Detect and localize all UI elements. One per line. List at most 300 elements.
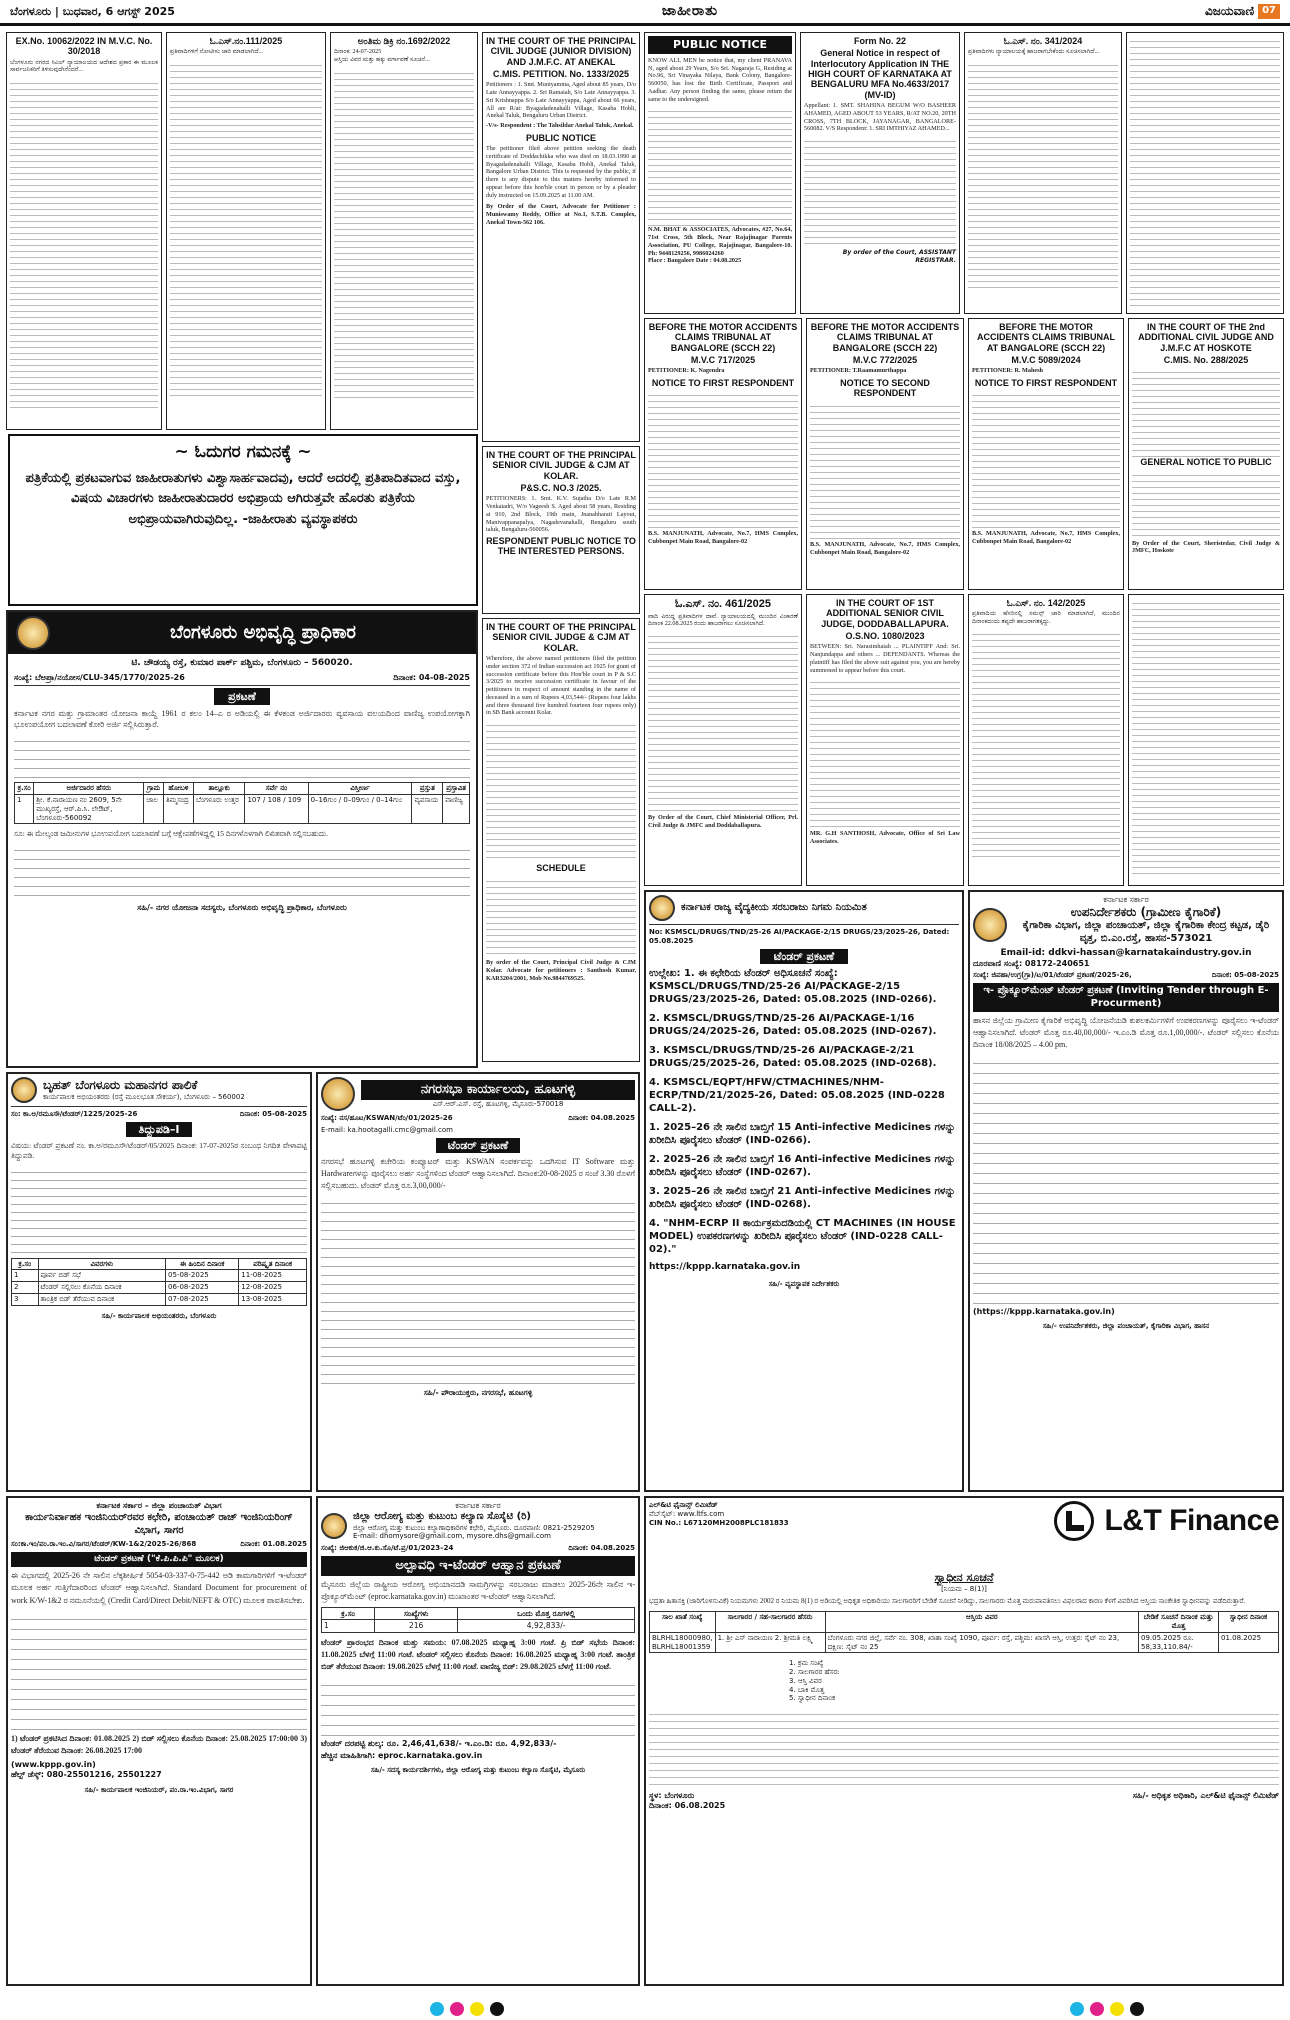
mysore-date: ದಿನಾಂಕ: 04.08.2025 (568, 1544, 635, 1552)
notice-filler (1132, 367, 1280, 457)
notice-filler (972, 629, 1120, 859)
court-notice-col7 (1126, 32, 1284, 314)
notice-filler (486, 876, 636, 956)
public-notice-heading: PUBLIC NOTICE (525, 132, 596, 143)
bbmp-sub: ಕಾರ್ಯಪಾಲಕ ಅಭಿಯಂತರರು (ರಸ್ತೆ ಮೂಲಭೂತ ಸೌಕರ್ಯ), ಬೆಂಗಳೂರು – 560002 (43, 1093, 245, 1102)
mysore-title: ಅಲ್ಪಾವಧಿ ಇ-ಟೆಂಡರ್ ಆಹ್ವಾನ ಪ್ರಕಟಣೆ (321, 1556, 635, 1576)
ksmscl-sign: ಸಹಿ/- ವ್ಯವಸ್ಥಾಪಕ ನಿರ್ದೇಶಕರು (768, 1279, 840, 1288)
lt-finance-notice (644, 1496, 1284, 1986)
dkc-dept: ಕೈಗಾರಿಕಾ ವಿಭಾಗ, ಜಿಲ್ಲಾ ಪಂಚಾಯತ್, ಜಿಲ್ಲಾ ಕೈಗಾರಿಕಾ ಕೇಂದ್ರ ಕಟ್ಟಡ, ಡೈರಿ ವೃತ್ತ, ಬಿ.ಎಂ.ರಸ್ತೆ, ಹಾಸನ-573021 (1022, 920, 1270, 944)
table-header: ಆಸ್ತಿಯ ವಿವರ (825, 1612, 1138, 1633)
page-header (0, 0, 1290, 26)
os-142-notice (968, 594, 1124, 886)
table-row (12, 1270, 307, 1282)
lt-logo (1054, 1501, 1279, 1541)
mysore-health-tender (316, 1496, 640, 1986)
notice-case: ಅಂತಿಮ ಡಿಕ್ರಿ ನಂ.1692/2022 (357, 36, 451, 46)
mac-notice-5089 (968, 318, 1124, 590)
hootagalli-sign: ಸಹಿ/- ಪೌರಾಯುಕ್ತರು, ನಗರಸಭೆ, ಹೂಟಗಳ್ಳಿ (423, 1388, 533, 1398)
registration-mark-black (1130, 2002, 1144, 2016)
notice-heading: NOTICE TO FIRST RESPONDENT (651, 378, 795, 389)
petitioners: PETITIONERS: 1. Smt. K.V. Sujatha D/o Late R.M Venkatadri, W/o Vageesh S. Aged about 58 years, Residing at 910, 2nd Block, 19th main, Jnanabharati Layout, Manivappanapalya, Nagadevanahalli, Bengaluru south taluk, Bengaluru-560056. (486, 495, 636, 534)
table-header: ಸಾಲಗಾರರ / ಸಹ-ಸಾಲಗಾರರ ಹೆಸರು (715, 1612, 825, 1633)
ksmscl-item: 1. 2025–26 ನೇ ಸಾಲಿನ ಬಾಬ್ತಿಗೆ 15 Anti-infective Medicines ಗಳನ್ನು ಖರೀದಿಸಿ ಪೂರೈಸಲು ಟೆಂಡರ್ (IND-0266). (649, 1122, 956, 1147)
table-cell: ತಾಂತ್ರಿಕ ಬಿಡ್ ತೆರೆಯುವ ದಿನಾಂಕ (38, 1293, 166, 1305)
table-header: ಈ ಹಿಂದಿನ ದಿನಾಂಕ (166, 1258, 239, 1270)
ksmscl-title: ಟೆಂಡರ್ ಪ್ರಕಟಣೆ (760, 949, 848, 964)
petitioner: PETITIONER: K. Nagendra (648, 367, 725, 375)
bda-title: ಪ್ರಕಟಣೆ (214, 688, 270, 705)
notice-sign: By Order of the Court, Sheristedar, Civil Judge & JMFC, Hoskote (1132, 539, 1280, 555)
hootagalli-tender (316, 1072, 640, 1492)
lt-header (649, 1501, 1279, 1541)
ksmscl-item: ಉಲ್ಲೇಖ: 1. ಈ ಕಛೇರಿಯ ಟೆಂಡರ್ ಅಧಿಸೂಚನೆ ಸಂಖ್ಯೆ: KSMSCL/DRUGS/TND/25-26 AI/PACKAGE-2/15 DRUGS/23/2025-26, Dated: 05.08.2025 (IND-0266). (649, 968, 937, 1006)
court-name: General Notice in respect of Interlocutory Application IN THE HIGH COURT OF KARNATAKA AT BENGALURU MFA No.4633/2017 (MV-ID) (808, 48, 952, 100)
hootagalli-name: ನಗರಸಭಾ ಕಾರ್ಯಾಲಯ, ಹೂಟಗಳ್ಳಿ (361, 1080, 635, 1100)
mysore-gov: ಕರ್ನಾಟಕ ಸರ್ಕಾರ (455, 1501, 501, 1510)
hootagalli-sub: ಎಸ್.ಆರ್.ಎಸ್. ರಸ್ತೆ, ಹೂಟಗಳ್ಳಿ, ಮೈಸೂರು-570018 (432, 1099, 564, 1108)
mac-notice-717 (644, 318, 802, 590)
table-cell: 09.05.2025 ರೂ. 58,33,110.84/- (1139, 1632, 1219, 1653)
table-header: ಬೇಡಿಕೆ ಸೂಚನೆ ದಿನಾಂಕ ಮತ್ತು ಮೊತ್ತ (1139, 1612, 1219, 1633)
notice-sign: By Order of the Court, Advocate for Petitioner : Muniswamy Reddy, Office at No.1, S.T.B. Complex, Anekal Town-562 106. (486, 203, 636, 226)
table-header: ಸರ್ವೆ ನಂ (245, 783, 308, 795)
lt-title: ಸ್ವಾಧೀನ ಸೂಚನೆ (934, 1571, 994, 1584)
hoskote-court-notice (1128, 318, 1284, 590)
table-cell: 07-08-2025 (166, 1293, 239, 1305)
lt-list-item: 5. ಸ್ವಾಧೀನ ದಿನಾಂಕ (789, 1694, 836, 1703)
notice-body: ಪ್ರತಿವಾದಿಗಳಿಗೆ ನೋಟೀಸು ಜಾರಿ ಮಾಡಲಾಗಿದೆ... (170, 48, 264, 56)
table-cell: ಟೆಂಡರ್ ಸಲ್ಲಿಸಲು ಕೊನೆಯ ದಿನಾಂಕ (38, 1282, 166, 1294)
court-notice-col6 (964, 32, 1122, 314)
notice-filler (1132, 598, 1280, 878)
bda-filler (14, 733, 470, 779)
bda-title-wrap (14, 690, 470, 704)
ksmscl-item: 2. 2025–26 ನೇ ಸಾಲಿನ ಬಾಬ್ತಿಗೆ 16 Anti-infective Medicines ಗಳನ್ನು ಖರೀದಿಸಿ ಪೂರೈಸಲು ಟೆಂಡರ್ (IND-0267). (649, 1154, 956, 1179)
dkc-ref-row (973, 971, 1279, 980)
sagar-office: ಕಾರ್ಯನಿರ್ವಾಹಕ ಇಂಜಿನಿಯರ್‌ರವರ ಕಛೇರಿ, ಪಂಚಾಯತ್ ರಾಜ್ ಇಂಜಿನಿಯರಿಂಗ್ ವಿಭಾಗ, ಸಾಗರ (25, 1512, 293, 1536)
case-number: M.V.C 5089/2024 (1011, 355, 1081, 366)
registration-mark-cyan (430, 2002, 444, 2016)
lt-list-item: 4. ಬಾಕಿ ಮೊತ್ತ (789, 1685, 825, 1694)
table-header: ತಾಲ್ಲೂಕು (193, 783, 245, 795)
table-header: ಗ್ರಾಮ (144, 783, 164, 795)
bbmp-body: ವಿಷಯ: ಟೆಂಡರ್ ಪ್ರಕಟಣೆ ನಂ. ಕಾ.ಅ/ರಮೂಸೌ/ಟೆಂಡರ್/05/2025 ದಿನಾಂಕ: 17-07-2025ರ ಸಂಬಂಧ ನಿಗದಿತ ವೇಳಾಪಟ್ಟಿ ತಿದ್ದುಪಡಿ. (11, 1140, 307, 1160)
ksmscl-tender (644, 890, 964, 1492)
court-notice-col1 (6, 32, 162, 430)
cmis-petition-notice (482, 32, 640, 442)
ksmscl-emblem-icon (649, 895, 675, 921)
reader-notice (8, 434, 478, 606)
case-number: M.V.C 717/2025 (690, 355, 756, 366)
sagar-ref-row (11, 1540, 307, 1549)
table-cell: ಜಾಲ (144, 795, 164, 824)
table-cell: ಪೂರ್ವ ಬಿಡ್ ಸಭೆ (38, 1270, 166, 1282)
govt-emblem-icon (973, 908, 1007, 942)
advocate-sign: B.S. MANJUNATH, Advocate, No.7, HMS Complex, Cubbonpet Main Road, Bangalore-02 (648, 530, 798, 546)
notice-heading: NOTICE TO SECOND RESPONDENT (840, 378, 930, 399)
court-name: IN THE COURT OF THE PRINCIPAL SENIOR CIVIL JUDGE & CJM AT KOLAR. (486, 450, 636, 481)
table-cell: 1 (12, 1270, 39, 1282)
notice-filler (1130, 36, 1280, 306)
registration-mark-magenta (450, 2002, 464, 2016)
dkc-filler (973, 1054, 1279, 1304)
bda-filler (14, 842, 470, 900)
reader-notice-heading: ~ ಓದುಗರ ಗಮನಕ್ಕೆ ~ (174, 442, 312, 462)
high-court-notice (800, 32, 960, 314)
lt-sign: ಸಹಿ/- ಅಧಿಕೃತ ಅಧಿಕಾರಿ, ಎಲ್&ಟಿ ಫೈನಾನ್ಸ್ ಲಿಮಿಟೆಡ್ (1132, 1791, 1279, 1800)
sagar-body: ಈ ವಿಭಾಗದಲ್ಲಿ 2025-26 ನೇ ಸಾಲಿನ ಲೆಕ್ಕಶೀರ್ಷಿಕೆ 5054-03-337-0-75-442 ಅಡಿ ಕಾಮಗಾರಿಗಳಿಗೆ ಇ-ಟೆಂಡರ್ ಮೂಲಕ ಅರ್ಹ ಗುತ್ತಿಗೆದಾರರಿಂದ ಟೆಂಡರ್ ಆಹ್ವಾನಿಸಲಾಗಿದೆ. Standard Document for procurement of work K/W-1&2 ರ ನಮೂನೆಯಲ್ಲಿ (Credit Card/Direct Debit/NEFT & OTC) ಮೂಲಕ ಪಾವತಿಸಬೇಕು. (11, 1571, 307, 1605)
table-cell: 0–16ಗುಂ / 0–09ಗುಂ / 0–14ಗುಂ (308, 795, 412, 824)
ksmscl-ref: No: KSMSCL/DRUGS/TND/25-26 AI/PACKAGE-2/15 DRUGS/23/2025-26, Dated: 05.08.2025 (649, 928, 950, 945)
bda-table-head (15, 783, 470, 795)
dkc-header (973, 905, 1279, 945)
lt-logo-icon (1054, 1501, 1094, 1541)
notice-sign: By Order of the Court, Chief Ministerial Officer, Prl. Civil Judge & JMFC and Doddaballapura. (648, 814, 798, 829)
notice-body: ಆಸ್ತಿಯ ವಿವರ ಮತ್ತು ಹಕ್ಕು ವರ್ಗಾವಣೆ ಸೂಚನೆ... (334, 56, 430, 64)
ksmscl-items (649, 967, 959, 1256)
ksmscl-item: 3. KSMSCL/DRUGS/TND/25-26 AI/PACKAGE-2/21 DRUGS/25/2025-26, Dated: 05.08.2025 (IND-0268). (649, 1045, 937, 1070)
notice-case: EX.No. 10062/2022 IN M.V.C. No. 30/2018 (15, 36, 153, 57)
notice-filler (170, 60, 322, 400)
table-cell: 1 (322, 1620, 375, 1632)
dkc-date: ದಿನಾಂಕ: 05-08-2025 (1211, 971, 1279, 980)
notice-body: ಪ್ರತಿವಾದಿಗಳು ನ್ಯಾಯಾಲಯಕ್ಕೆ ಹಾಜರಾಗಬೇಕೆಂದು ಸೂಚಿಸಲಾಗಿದೆ... (968, 48, 1100, 56)
dkc-phone: ದೂರವಾಣಿ ಸಂಖ್ಯೆ: 08172-240651 (973, 959, 1090, 969)
case-number: C.MIS. No. 288/2025 (1163, 355, 1249, 366)
table-cell: 01.08.2025 (1219, 1632, 1279, 1653)
bda-table (14, 782, 470, 824)
bbmp-heading (43, 1078, 307, 1102)
bda-name: ಬೆಂಗಳೂರು ಅಭಿವೃದ್ಧಿ ಪ್ರಾಧಿಕಾರ (170, 621, 356, 643)
bda-ref: ಸಂಖ್ಯೆ: ಬೆಅಪ್ರಾ/ನಯೋಸ/CLU-345/1770/2025-26 (14, 673, 185, 683)
table-cell: ತಿಮ್ಮಸಂದ್ರ (163, 795, 193, 824)
addl-court-notice (806, 594, 964, 886)
ksmscl-title-wrap (649, 950, 959, 964)
petitioners: Petitioners : 1. Smt. Muniyamma, Aged about 85 years, D/o Late Annayyappa. 2. Sri Ramaiah, S/o Late Annayyappa. 3. Sri Krishnappa S/o Late Annayyappa, Aged about 66 years, All are R/at: Byagadadenahalli Village, Kasaba Hobli, Anekal Taluk, Bengaluru Urban District. (486, 81, 636, 120)
notice-filler (334, 68, 474, 398)
registration-mark-yellow (1110, 2002, 1124, 2016)
ksmscl-header (649, 895, 959, 925)
mysore-header (321, 1511, 635, 1541)
lt-brand: L&T Finance (1104, 1504, 1279, 1538)
table-cell: 13-08-2025 (239, 1293, 307, 1305)
respondent: -V/s- Respondent : The Tahsildar Anekal Taluk, Anekal. (486, 122, 634, 130)
lt-intro: ಭದ್ರತಾ ಹಿತಾಸಕ್ತಿ (ಜಾರಿಗೊಳಿಸುವಿಕೆ) ನಿಯಮಗಳು 2002 ರ ನಿಯಮ 8(1) ರ ಅಡಿಯಲ್ಲಿ ಅಧಿಕೃತ ಅಧಿಕಾರಿಯು ಸಾಲಗಾರರಿಗೆ ಬೇಡಿಕೆ ಸೂಚನೆ ನೀಡಿದ್ದು, ಸಾಲಗಾರರು ಮೊತ್ತ ಮರುಪಾವತಿಸಲು ವಿಫಲರಾದ ಕಾರಣ ಕೆಳಗೆ ವಿವರಿಸಿದ ಆಸ್ತಿಯ ಸಾಂಕೇತಿಕ ಸ್ವಾಧೀನವನ್ನು ಪಡೆದಿರುತ್ತಾರೆ. (649, 1596, 1246, 1605)
succession-body: Wherefore, the above named petitioners filed the petition under section 372 of Indian succession act 1925 for grant of succession certificate before this Hon'ble court in P & S.C 3/2025 to receive succession certificate in favour of the petitioners in respect of amount standing in the name of deceased in a sum of Rupees 4,03,544/- (Rupees four lakhs and three thousand five hundred fourteen four rupees only) in SB Bank account Kolar. (486, 655, 636, 717)
respondent-heading: RESPONDENT PUBLIC NOTICE TO THE INTERESTED PERSONS. (486, 536, 636, 557)
bbmp-header (11, 1077, 307, 1107)
table-cell: ಬೆಂಗಳೂರು ನಗರ ಜಿಲ್ಲೆ, ಸರ್ವೆ ನಂ. 308, ಖಾತಾ ಸಂಖ್ಯೆ 1090, ಪೂರ್ವ: ರಸ್ತೆ, ಪಶ್ಚಿಮ: ಖಾಸಗಿ ಆಸ್ತಿ, ಉತ್ತರ: ಸೈಟ್ ನಂ 23, ದಕ್ಷಿಣ: ಸೈಟ್ ನಂ 25 (825, 1632, 1138, 1653)
table-row (12, 1293, 307, 1305)
ksmscl-item: 2. KSMSCL/DRUGS/TND/25-26 AI/PACKAGE-1/16 DRUGS/24/2025-26, Dated: 05.08.2025 (IND-0267). (649, 1013, 937, 1038)
table-header: ಅರ್ಜಿದಾರರ ಹೆಸರು (34, 783, 144, 795)
ksmscl-item: 3. 2025–26 ನೇ ಸಾಲಿನ ಬಾಬ್ತಿಗೆ 21 Anti-infective Medicines ಗಳನ್ನು ಖರೀದಿಸಿ ಪೂರೈಸಲು ಟೆಂಡರ್ (IND-0268). (649, 1186, 956, 1211)
mysore-filler (321, 1676, 635, 1736)
table-cell: 1. ಶ್ರೀ ಎಸ್ ನಾರಾಯಣ 2. ಶ್ರೀಮತಿ ಲಕ್ಷ್ಮಿ (715, 1632, 825, 1653)
header-brand (1205, 4, 1280, 19)
sagar-tender (6, 1496, 312, 1986)
table-cell: 11-08-2025 (239, 1270, 307, 1282)
table-row (322, 1620, 635, 1632)
bda-body: ಕರ್ನಾಟಕ ನಗರ ಮತ್ತು ಗ್ರಾಮಾಂತರ ಯೋಜನಾ ಕಾಯ್ದೆ 1961 ರ ಕಲಂ 14–ಎ ರ ಅಡಿಯಲ್ಲಿ ಈ ಕೆಳಕಂಡ ಅರ್ಜಿದಾರರು ವ್ಯವಸಾಯ ವಲಯದಿಂದ ವಾಣಿಜ್ಯ ಉಪಯೋಗಕ್ಕಾಗಿ ಭೂಉಪಯೋಗ ಬದಲಾವಣೆ ಕೋರಿ ಅರ್ಜಿ ಸಲ್ಲಿಸಿರುತ್ತಾರೆ. (14, 709, 470, 730)
table-cell: 06-08-2025 (166, 1282, 239, 1294)
notice-filler (810, 401, 960, 541)
notice-filler (10, 78, 158, 408)
table-cell: 2 (12, 1282, 39, 1294)
sagar-date: ದಿನಾಂಕ: 01.08.2025 (240, 1540, 307, 1548)
table-header: ಪ್ರಸ್ತಾವಿತ (443, 783, 470, 795)
dkc-email: Email-id: ddkvi-hassan@karnatakaindustry.gov.in (1000, 948, 1252, 958)
lt-title-wrap (649, 1571, 1279, 1594)
table-header: ಸಾಲ ಖಾತೆ ಸಂಖ್ಯೆ (650, 1612, 716, 1633)
table-cell: 107 / 108 / 109 (245, 795, 308, 824)
bda-sign: ಸಹಿ/- ನಗರ ಯೋಜನಾ ಸದಸ್ಯರು, ಬೆಂಗಳೂರು ಅಭಿವೃದ್ಧಿ ಪ್ರಾಧಿಕಾರ, ಬೆಂಗಳೂರು (137, 902, 347, 912)
mysore-table (321, 1607, 635, 1633)
public-notice-pranava (644, 32, 796, 314)
lt-web: ವೆಬ್‌ಸೈಟ್: www.ltfs.com (649, 1509, 725, 1518)
bbmp-notice (6, 1072, 312, 1492)
notice-body: Appellant: 1. SMT. SHAHINA BEGUM W/O BASHEER AHAMED, AGED ABOUT 53 YEARS, R/AT NO.20, 20TH CROSS, 7TH BLOCK, JAYANAGAR, BANGALORE-560082. V/S Respondent: 1. SRI IMTHIYAZ AHAMED... (804, 102, 956, 133)
table-cell: ವ್ಯವಸಾಯ (412, 795, 443, 824)
dkc-portal: (https://kppp.karnataka.gov.in) (973, 1307, 1115, 1316)
lt-list-item: 1. ಕ್ರಮ ಸಂಖ್ಯೆ (789, 1659, 824, 1668)
case-number: C.MIS. PETITION. No. 1333/2025 (492, 69, 630, 80)
court-name: BEFORE THE MOTOR ACCIDENTS CLAIMS TRIBUNAL AT BANGALORE (SCCH 22) (810, 322, 960, 353)
lt-footer (649, 1791, 1279, 1811)
registration-mark-black (490, 2002, 504, 2016)
table-cell: 3 (12, 1293, 39, 1305)
hootagalli-body: ನಗರಸಭೆ ಹೂಟಗಳ್ಳಿ ಕಚೇರಿಯ ಕಂಪ್ಯೂಟರ್ ಮತ್ತು KSWAN ಸಂಪರ್ಕವನ್ನು ಒದಗಿಸುವ IT Software ಮತ್ತು Hardwareಗಳನ್ನು ಪೂರೈಸಲು ಅರ್ಹ ಸಂಸ್ಥೆಗಳಿಂದ ಟೆಂಡರ್ ಆಹ್ವಾನಿಸಲಾಗಿದೆ. ದಿನಾಂಕ:20-08-2025 ರ ಸಂಜೆ 3.30 ರೊಳಗೆ ಸಲ್ಲಿಸಬಹುದು. ಟೆಂಡರ್ ಮೊತ್ತ ರೂ.3,00,000/- (321, 1157, 635, 1191)
form-number: Form No. 22 (853, 36, 906, 46)
bbmp-table (11, 1258, 307, 1306)
table-header: ಸ್ವಾಧೀನ ದಿನಾಂಕ (1219, 1612, 1279, 1633)
table-cell: 05-08-2025 (166, 1270, 239, 1282)
notice-filler (648, 106, 792, 226)
dkc-ref: ಸಂಖ್ಯೆ: ಜಿಪಹಾ/ಉಗ್ರ(ಗ್ರಾ)/ಟ/01/ಟೆಂಡರ್ ಪ್ರಕಟಣೆ/2025-26, (973, 971, 1132, 980)
table-cell: 12-08-2025 (239, 1282, 307, 1294)
bbmp-ref-row (11, 1110, 307, 1119)
mysore-office: ಜಿಲ್ಲಾ ಆರೋಗ್ಯ ಮತ್ತು ಕುಟುಂಬ ಕಲ್ಯಾಣ ಸೊಸೈಟಿ (ರಿ) (353, 1511, 531, 1522)
mac-notice-772 (806, 318, 964, 590)
os-461-notice (644, 594, 802, 886)
sagar-sign: ಸಹಿ/- ಕಾರ್ಯಪಾಲಕ ಇಂಜಿನಿಯರ್, ಪಂ.ರಾ.ಇಂ.ವಿಭಾಗ, ಸಾಗರ (84, 1786, 234, 1795)
mysore-emd: ಟೆಂಡರ್ ದರಪಟ್ಟಿ ಶುಲ್ಕ: ರೂ. 2,46,41,638/- ಇ.ಎಂ.ಡಿ: ರೂ. 4,92,833/- (321, 1738, 557, 1748)
court-notice-col3 (330, 32, 478, 430)
mysore-sign: ಸಹಿ/- ಸದಸ್ಯ ಕಾರ್ಯದರ್ಶಿಗಳು, ಜಿಲ್ಲಾ ಆರೋಗ್ಯ ಮತ್ತು ಕುಟುಂಬ ಕಲ್ಯಾಣ ಸೊಸೈಟಿ, ಮೈಸೂರು (370, 1765, 586, 1774)
page-number: 07 (1258, 4, 1280, 19)
hootagalli-filler (321, 1195, 635, 1385)
ksmscl-item: 4. KSMSCL/EQPT/HFW/CTMACHINES/NHM-ECRP/TND/21/2025-26, Dated: 05.08.2025 (IND-0228 CALL-2). (649, 1077, 945, 1115)
mac-notice-extra (1128, 594, 1284, 886)
cmc-emblem-icon (321, 1077, 355, 1111)
notice-filler (486, 720, 636, 860)
lt-table (649, 1611, 1279, 1653)
bda-address: ಟಿ. ಚೌಡಯ್ಯ ರಸ್ತೆ, ಕುಮಾರ ಪಾರ್ಕ್ ಪಶ್ಚಿಮ, ಬೆಂಗಳೂರು – 560020. (131, 658, 353, 668)
dkc-body: ಹಾಸನ ಜಿಲ್ಲೆಯ ಗ್ರಾಮೀಣ ಕೈಗಾರಿಕೆ ಅಭಿವೃದ್ಧಿ ಯೋಜನೆಯಡಿ ಕುಶಲಕರ್ಮಿಗಳಿಗೆ ಉಪಕರಣಗಳನ್ನು ಪೂರೈಸಲು ಇ-ಟೆಂಡರ್ ಆಹ್ವಾನಿಸಲಾಗಿದೆ. ಟೆಂಡರ್ ಮೊತ್ತ ರೂ.40,00,000/- ಇ.ಎಂ.ಡಿ ಮೊತ್ತ ರೂ.1,00,000/-. ಟೆಂಡರ್ ಸಲ್ಲಿಸಲು ಕೊನೆಯ ದಿನಾಂಕ 18/08/2025 – 4.00 pm. (973, 1016, 1279, 1049)
dkc-gov: ಕರ್ನಾಟಕ ಸರ್ಕಾರ (1103, 895, 1149, 904)
hootagalli-header (321, 1077, 635, 1111)
lt-list-item: 3. ಆಸ್ತಿ ವಿವರ (789, 1676, 822, 1685)
court-name: IN THE COURT OF THE PRINCIPAL CIVIL JUDGE (JUNIOR DIVISION) AND J.M.F.C. AT ANEKAL (486, 36, 636, 67)
notice-filler (968, 60, 1118, 290)
notice-case: ಓ.ಎಸ್.ನಂ.111/2025 (209, 36, 283, 46)
lt-cin: CIN No.: L67120MH2008PLC181833 (649, 1518, 789, 1527)
case-number: ಓ.ಎಸ್. ನಂ. 142/2025 (1006, 598, 1086, 608)
bda-ref-row (14, 673, 470, 686)
table-cell: ವಾಣಿಜ್ಯ (443, 795, 470, 824)
registration-mark-cyan (1070, 2002, 1084, 2016)
dkc-sign: ಸಹಿ/- ಉಪನಿರ್ದೇಶಕರು, ಜಿಲ್ಲಾ ಪಂಚಾಯತ್, ಕೈಗಾರಿಕಾ ವಿಭಾಗ, ಹಾಸನ (1042, 1322, 1210, 1330)
advocate-sign: B.S. MANJUNATH, Advocate, No.7, HMS Complex, Cubbonpet Main Road, Bangalore-02 (810, 540, 960, 556)
bbmp-emblem-icon (11, 1077, 37, 1103)
table-row (650, 1632, 1279, 1653)
table-cell: ಬೆಂಗಳೂರು ಉತ್ತರ (193, 795, 245, 824)
bbmp-date: ದಿನಾಂಕ: 05-08-2025 (239, 1110, 307, 1118)
advocate-sign: B.S. MANJUNATH, Advocate, No.7, HMS Complex, Cubbonpet Main Road, Bangalore-02 (972, 530, 1120, 546)
hootagalli-date: ದಿನಾಂಕ: 04.08.2025 (568, 1114, 635, 1122)
notice-heading: GENERAL NOTICE TO PUBLIC (1140, 457, 1272, 468)
hootagalli-ref-row (321, 1114, 635, 1123)
table-header: ಕ್ರ.ಸಂ (15, 783, 34, 795)
public-notice-title: PUBLIC NOTICE (648, 36, 792, 54)
bbmp-table-head (12, 1258, 307, 1270)
advocate-sign: N.M. BHAT & ASSOCIATES, Advocates, #27, No.64, 71st Cross, 5th Block, Near Rajajinagar Parents Association, PU College, Rajajinagar, Bangalore-10. Ph: 9448129256, 9986024260 (648, 226, 792, 257)
table-cell: BLRHL18000980, BLRHL18001359 (650, 1632, 716, 1653)
lt-table-head (650, 1612, 1279, 1633)
table-header: ವಿವರಗಳು (38, 1258, 166, 1270)
hootagalli-email: E-mail: ka.hootagalli.cmc@gmail.com (321, 1125, 453, 1134)
lt-filler (649, 1708, 1279, 1786)
sagar-gov: ಕರ್ನಾಟಕ ಸರ್ಕಾರ – ಜಿಲ್ಲಾ ಪಂಚಾಯತ್ ವಿಭಾಗ (96, 1501, 222, 1510)
bbmp-name: ಬೃಹತ್ ಬೆಂಗಳೂರು ಮಹಾನಗರ ಪಾಲಿಕೆ (43, 1078, 198, 1093)
mysore-table-head (322, 1608, 635, 1620)
registration-mark-magenta (1090, 2002, 1104, 2016)
table-row (15, 795, 470, 824)
notice-body: ಪ್ರತಿವಾದಿಯ ಹೆಸರಿನಲ್ಲಿ ಸಮನ್ಸ್ ಜಾರಿ ಮಾಡಲಾಗಿದೆ, ಮುಂದಿನ ದಿನಾಂಕದಂದು ತಪ್ಪದೇ ಹಾಜರಾಗತಕ್ಕದ್ದು. (972, 610, 1120, 626)
notice-sign: MR. G.H SANTHOSH, Advocate, Office of Sri Law Associates. (810, 830, 960, 846)
header-section: ಜಾಹೀರಾತು (661, 2, 719, 19)
notice-case: ಓ.ಎಸ್. ನಂ. 341/2024 (1003, 36, 1083, 46)
bda-note: ಸೂ: ಈ ಮೇಲ್ಕಂಡ ಜಮೀನುಗಳ ಭೂಉಪಯೋಗ ಬದಲಾವಣೆ ಬಗ್ಗೆ ಆಕ್ಷೇಪಣೆಗಳಿದ್ದಲ್ಲಿ 15 ದಿನಗಳೊಳಗಾಗಿ ಲಿಖಿತವಾಗಿ ಸಲ್ಲಿಸಬಹುದು. (14, 829, 328, 839)
bbmp-title-wrap (11, 1123, 307, 1137)
bda-emblem-icon (16, 616, 50, 650)
bbmp-title: ತಿದ್ದುಪಡಿ–I (126, 1122, 191, 1137)
table-header: ಒಂದು ಮೊತ್ತ ರೂಗಳಲ್ಲಿ (458, 1608, 635, 1620)
registration-mark-yellow (470, 2002, 484, 2016)
notice-sign: By order of the Court, Principal Civil Judge & CJM Kolar. Advocate for petitioners : Santhosh Kumar, KAR3204/2001, Mob No.9844769525. (486, 959, 636, 982)
table-cell: 216 (375, 1620, 458, 1632)
lt-rule: [ನಿಯಮ – 8(1)] (941, 1584, 987, 1593)
ksmscl-item: 4. "NHM-ECRP II ಕಾರ್ಯಕ್ರಮದಡಿಯಲ್ಲಿ CT MACHINES (IN HOUSE MODEL) ಉಪಕರಣಗಳನ್ನು ಖರೀದಿಸಿ ಪೂರೈಸಲು ಟೆಂಡರ್ (IND-0228 CALL-02)." (649, 1218, 956, 1256)
case-number: P&S.C. NO.3 /2025. (520, 483, 602, 494)
court-name: BEFORE THE MOTOR ACCIDENTS CLAIMS TRIBUNAL AT BANGALORE (SCCH 22) (648, 322, 798, 353)
succession-notice (482, 618, 640, 1062)
hootagalli-ref: ಸಂಖ್ಯೆ: ನಸ/ಹೂಟ/KSWAN/ಟೆಂ/01/2025-26 (321, 1114, 453, 1122)
health-emblem-icon (321, 1513, 347, 1539)
hootagalli-title-wrap (321, 1139, 635, 1153)
brand-name: ವಿಜಯವಾಣಿ (1204, 4, 1255, 18)
mysore-ref: ಸಂಖ್ಯೆ: ಜಿಆಕುಕ/ಜಿ.ಆ.ಕು.ಸೊ/ಟೆ.ಪ್ರ/01/2023–24 (321, 1544, 454, 1552)
notice-date: ದಿನಾಂಕ: 24-07-2025 (334, 48, 382, 56)
notice-filler (804, 136, 956, 246)
ksmscl-portal: https://kppp.karnataka.gov.in (649, 1262, 801, 1273)
schedule-heading: SCHEDULE (536, 863, 586, 874)
lt-place: ಸ್ಥಳ: ಬೆಂಗಳೂರು (649, 1791, 695, 1800)
table-header: ಕ್ರ.ಸಂ (322, 1608, 375, 1620)
mysore-email: E-mail: dhomysore@gmail.com, mysore.dhs@gmail.com (353, 1532, 551, 1541)
table-header: ವಿಸ್ತೀರ್ಣ (308, 783, 412, 795)
table-cell: 1 (15, 795, 34, 824)
bda-date: ದಿನಾಂಕ: 04-08-2025 (393, 673, 470, 683)
table-header: ಸಂಖ್ಯೆಗಳು (375, 1608, 458, 1620)
bda-content (8, 654, 476, 917)
sagar-ref: ಸಂ:ಕಾ.ಇಂ/ಪಂ.ರಾ.ಇಂ.ವಿ/ಸಾಗರ/ಟೆಂಡರ್/KW-1&2/2025-26/868 (11, 1540, 197, 1548)
notice-heading: NOTICE TO FIRST RESPONDENT (974, 378, 1118, 389)
notice-sign: By order of the Court, ASSISTANT REGISTRAR. (842, 249, 956, 264)
mysore-heading (353, 1511, 635, 1541)
dkc-title: ಇ- ಪ್ರೊಕ್ಯೂರ್‌ಮೆಂಟ್ ಟೆಂಡರ್ ಪ್ರಕಟಣೆ (Inviting Tender through E-Procurment) (973, 983, 1279, 1012)
bda-header (8, 612, 476, 654)
dkc-hassan-tender (968, 890, 1284, 1492)
bbmp-filler (11, 1165, 307, 1255)
sagar-dates: 1) ಟೆಂಡರ್ ಪ್ರಕಟಿಸಿದ ದಿನಾಂಕ: 01.08.2025 2) ಬಿಡ್ ಸಲ್ಲಿಸಲು ಕೊನೆಯ ದಿನಾಂಕ: 25.08.2025 17:00:00 3) ಟೆಂಡರ್ ತೆರೆಯುವ ದಿನಾಂಕ: 26.08.2025 17:00 (11, 1734, 307, 1756)
notice-filler (810, 677, 960, 827)
sagar-helpdesk: ಹೆಲ್ಪ್ ಡೆಸ್ಕ್: 080-25501216, 25501227 (11, 1770, 162, 1780)
court-name: IN THE COURT OF THE 2nd ADDITIONAL CIVIL JUDGE AND J.M.F.C AT HOSKOTE (1138, 322, 1274, 353)
hootagalli-title: ಟೆಂಡರ್ ಪ್ರಕಟಣೆ (436, 1138, 520, 1153)
bda-notice (6, 610, 478, 1068)
notice-body: ಬೆಂಗಳೂರು ನಗರದ ಸಿವಿಲ್ ನ್ಯಾಯಾಲಯದ ಆದೇಶದ ಪ್ರಕಾರ ಈ ಮೂಲಕ ಸಾರ್ವಜನಿಕರಿಗೆ ತಿಳಿಸುವುದೇನೆಂದರೆ... (10, 58, 158, 74)
reader-notice-body: ಪತ್ರಿಕೆಯಲ್ಲಿ ಪ್ರಕಟವಾಗುವ ಜಾಹೀರಾತುಗಳು ವಿಶ್ವಾಸಾರ್ಹವಾದವು, ಆದರೆ ಅದರಲ್ಲಿ ಪ್ರತಿಪಾದಿತವಾದ ವಸ್ತು, ವಿಷಯ ವಿಚಾರಗಳು ಜಾಹೀರಾತುದಾರರ ಅಭಿಪ್ರಾಯ ಆಗಿರುತ್ತವೇ ಹೊರತು ಪತ್ರಿಕೆಯ ಅಭಿಪ್ರಾಯವಾಗಿರುವುದಿಲ್ಲ. -ಜಾಹೀರಾತು ವ್ಯವಸ್ಥಾಪಕರು (25, 471, 461, 527)
dkc-heading (1013, 905, 1279, 945)
notice-filler (1132, 470, 1280, 540)
petitioner: PETITIONER: R. Mahesh (972, 367, 1043, 375)
table-header: ಕ್ರ.ಸಂ (12, 1258, 39, 1270)
place-date: Place : Bangalore Date : 04.08.2025 (648, 257, 742, 265)
court-name: BEFORE THE MOTOR ACCIDENTS CLAIMS TRIBUNAL AT BANGALORE (SCCH 22) (977, 322, 1115, 353)
court-name: IN THE COURT OF 1ST ADDITIONAL SENIOR CIVIL JUDGE, DODDABALLAPURA. (821, 598, 949, 629)
case-number: O.S.NO. 1080/2023 (845, 631, 925, 642)
notice-body: ವಾದಿ ವಿರುದ್ಧ ಪ್ರತಿವಾದಿಗಳ ದಾವೆ. ನ್ಯಾಯಾಲಯದಲ್ಲಿ ಮುಂದಿನ ವಿಚಾರಣೆ ದಿನಾಂಕ 22.08.2025 ರಂದು ಹಾಜರಾಗಲು ಸೂಚಿಸಲಾಗಿದೆ. (648, 612, 798, 628)
table-cell: ಶ್ರೀ. ಕೆ.ನಾರಾಯಣ ನಂ 2609, 5ನೇ ಮುಖ್ಯರಸ್ತೆ, ಆರ್.ಪಿ.ಸಿ. ಲೇಔಟ್, ಬೆಂಗಳೂರು-560092 (34, 795, 144, 824)
header-date: ಬೆಂಗಳೂರು | ಬುಧವಾರ, 6 ಆಗಸ್ಟ್ 2025 (10, 4, 175, 18)
mysore-portal: ಹೆಚ್ಚಿನ ಮಾಹಿತಿಗಾಗಿ: eproc.karnataka.gov.in (321, 1750, 483, 1760)
lt-list-item: 2. ಸಾಲಗಾರರ ಹೆಸರು (789, 1668, 840, 1676)
mysore-addr: ಜಿಲ್ಲಾ ಆರೋಗ್ಯ ಮತ್ತು ಕುಟುಂಬ ಕಲ್ಯಾಣಾಧಿಕಾರಿಗಳ ಕಛೇರಿ, ಮೈಸೂರು. ದೂರವಾಣಿ: 0821-2529205 (353, 1523, 595, 1532)
table-header: ಹೋಬಳಿ (163, 783, 193, 795)
table-header: ಪ್ರಸ್ತುತ (412, 783, 443, 795)
lt-corp-info (649, 1501, 819, 1527)
court-name: IN THE COURT OF THE PRINCIPAL SENIOR CIVIL JUDGE & CJM AT KOLAR. (486, 622, 636, 653)
ps-kolar-notice (482, 446, 640, 614)
sagar-title: ಟೆಂಡರ್ ಪ್ರಕಟಣೆ ("ಕೆ.ಪಿ.ಪಿ.ಪಿ" ಮೂಲಕ) (11, 1552, 307, 1567)
notice-filler (972, 390, 1120, 530)
table-header: ಪರಿಷ್ಕೃತ ದಿನಾಂಕ (239, 1258, 307, 1270)
notice-filler (648, 390, 798, 530)
notice-body: BETWEEN: Sri. Narasimhaiah ... PLAINTIFF And: Sri. Nanjundappa and others ... DEFENDANTS. Whereas the plaintiff has filed the above suit against you, you are hereby summoned to appear before this court. (810, 643, 960, 674)
case-number: M.V.C 772/2025 (852, 355, 918, 366)
table-cell: 4,92,833/- (458, 1620, 635, 1632)
hootagalli-heading (361, 1080, 635, 1109)
sagar-filler (11, 1610, 307, 1730)
bbmp-sign: ಸಹಿ/- ಕಾರ್ಯಪಾಲಕ ಅಭಿಯಂತರರು, ಬೆಂಗಳೂರು (101, 1311, 217, 1320)
lt-place-date (649, 1791, 725, 1811)
lt-company-small: ಎಲ್&ಟಿ ಫೈನಾನ್ಸ್ ಲಿಮಿಟೆಡ್ (649, 1501, 718, 1509)
dkc-office: ಉಪನಿರ್ದೇಶಕರು (ಗ್ರಾಮೀಣ ಕೈಗಾರಿಕೆ) (1070, 905, 1222, 919)
mysore-ref-row (321, 1544, 635, 1553)
lt-list (789, 1659, 1049, 1703)
